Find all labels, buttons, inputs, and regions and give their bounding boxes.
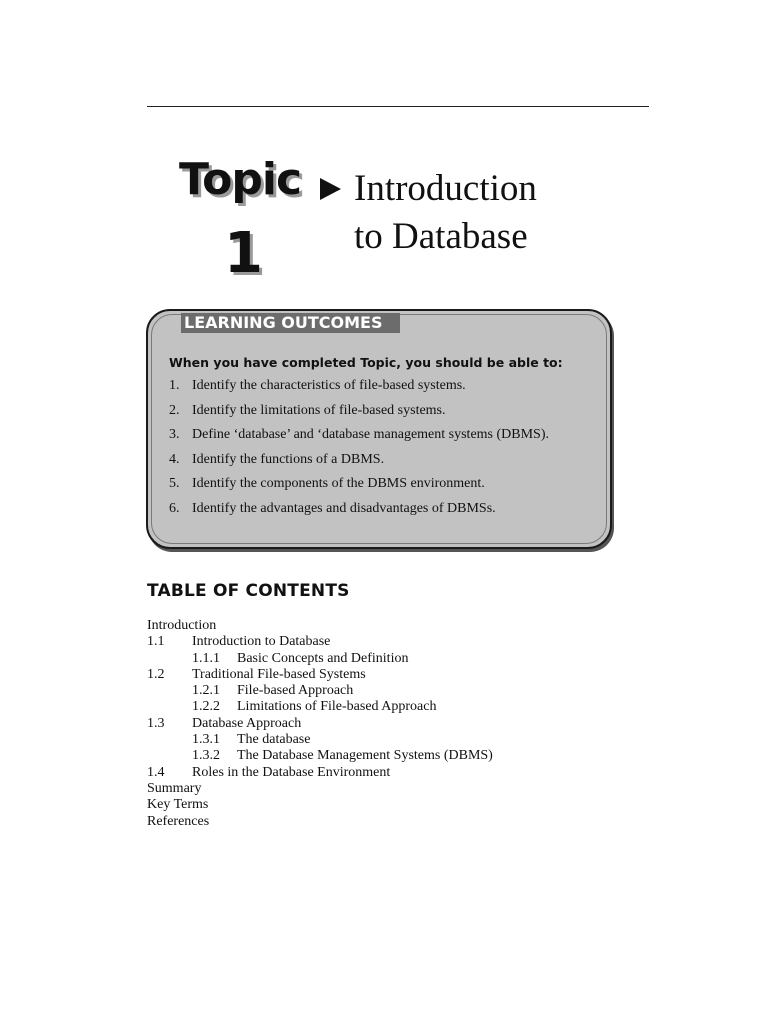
- topic-title-line-2: to Database: [354, 216, 528, 257]
- top-rule: [147, 106, 649, 107]
- topic-word: Topic: [179, 154, 302, 205]
- learning-outcome-number: 2.: [169, 402, 180, 418]
- toc-entry-label: Limitations of File-based Approach: [237, 699, 437, 715]
- toc-entry-label: Basic Concepts and Definition: [237, 650, 409, 666]
- toc-entry[interactable]: [147, 797, 647, 813]
- toc-entry-label: Introduction: [147, 618, 217, 633]
- toc-entry-label: Traditional File-based Systems: [192, 666, 366, 682]
- toc-entry[interactable]: [147, 667, 647, 683]
- learning-outcome-item: [169, 474, 549, 499]
- toc-entry[interactable]: [147, 732, 647, 748]
- toc-entry-number: 1.2.2: [192, 699, 220, 715]
- toc-entry[interactable]: [147, 748, 647, 764]
- learning-outcome-number: 6.: [169, 500, 180, 516]
- learning-outcome-number: 3.: [169, 427, 180, 442]
- toc-entry-number: 1.4: [147, 764, 165, 780]
- toc-entry[interactable]: [147, 765, 647, 781]
- learning-outcome-text: Identify the limitations of file-based systems.: [192, 402, 446, 418]
- learning-outcomes-list: [169, 376, 549, 523]
- toc-entry-label: Database Approach: [192, 715, 302, 731]
- toc-entry-number: 1.1.1: [192, 650, 220, 666]
- table-of-contents: [147, 618, 647, 830]
- toc-entry-label: Roles in the Database Environment: [192, 764, 391, 780]
- toc-entry[interactable]: [147, 618, 647, 634]
- toc-entry-number: 1.2: [147, 666, 165, 682]
- toc-entry-label: The Database Management Systems (DBMS): [237, 748, 493, 764]
- learning-outcome-text: Identify the components of the DBMS environment.: [192, 476, 485, 491]
- learning-outcome-text: Define ‘database’ and ‘database management systems (DBMS).: [192, 427, 550, 442]
- toc-entry[interactable]: [147, 634, 647, 650]
- toc-entry-label: Summary: [147, 780, 202, 796]
- play-arrow-icon: [320, 178, 341, 200]
- toc-entry-label: Introduction to Database: [192, 634, 331, 650]
- learning-outcome-item: [169, 450, 549, 475]
- toc-entry-label: References: [147, 813, 210, 829]
- learning-outcome-item: [169, 425, 549, 450]
- toc-entry[interactable]: [147, 699, 647, 715]
- learning-outcome-number: 5.: [169, 476, 180, 491]
- learning-outcome-item: [169, 401, 549, 426]
- toc-entry[interactable]: [147, 781, 647, 797]
- toc-entry[interactable]: [147, 814, 647, 830]
- toc-entry-number: 1.3.2: [192, 748, 220, 764]
- toc-entry-label: The database: [237, 732, 311, 748]
- toc-entry-number: 1.3.1: [192, 732, 220, 748]
- toc-entry[interactable]: [147, 683, 647, 699]
- toc-entry[interactable]: [147, 651, 647, 667]
- toc-entry-label: Key Terms: [147, 797, 209, 813]
- toc-entry-number: 1.2.1: [192, 683, 220, 699]
- toc-entry-number: 1.1: [147, 634, 165, 650]
- toc-entry-label: File-based Approach: [237, 683, 354, 699]
- learning-outcome-text: Identify the advantages and disadvantages of DBMSs.: [192, 500, 496, 516]
- learning-outcome-text: Identify the characteristics of file-based systems.: [192, 378, 466, 393]
- learning-outcome-number: 4.: [169, 451, 180, 467]
- toc-entry-number: 1.3: [147, 715, 165, 731]
- learning-outcome-text: Identify the functions of a DBMS.: [192, 451, 385, 467]
- learning-outcome-item: [169, 376, 549, 401]
- topic-title-line-1: Introduction: [354, 168, 537, 209]
- toc-entry[interactable]: [147, 716, 647, 732]
- learning-outcome-number: 1.: [169, 378, 180, 393]
- learning-outcomes-heading: LEARNING OUTCOMES: [181, 313, 400, 333]
- topic-title: [354, 165, 537, 261]
- learning-outcome-item: [169, 499, 549, 524]
- learning-outcomes-intro: When you have completed Topic, you should be able to:: [169, 355, 563, 370]
- topic-number: 1: [224, 221, 263, 286]
- toc-heading: TABLE OF CONTENTS: [147, 581, 350, 601]
